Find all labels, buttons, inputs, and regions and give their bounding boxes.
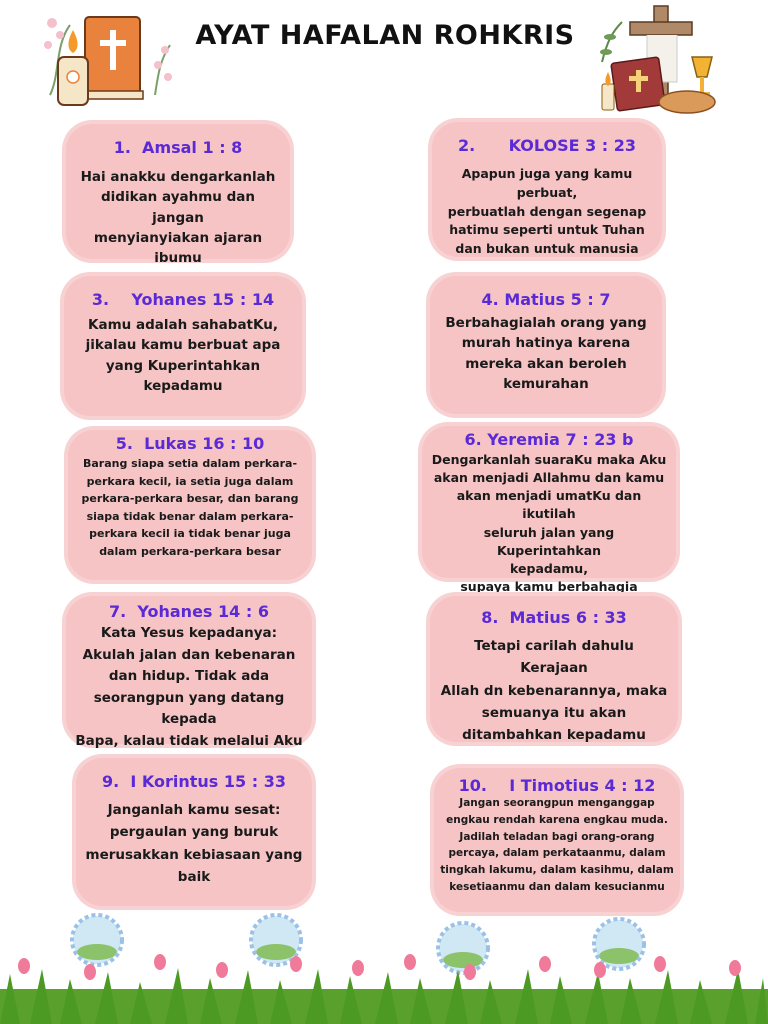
verse-ref: 10. I Timotius 4 : 12 <box>458 776 656 795</box>
verse-ref: 9. I Korintus 15 : 33 <box>102 772 286 791</box>
verse-card-5 <box>68 430 312 580</box>
verse-card-3 <box>64 276 302 416</box>
verse-text: Janganlah kamu sesat: pergaulan yang buruk merusakkan kebiasaan yang baik <box>85 802 303 885</box>
verse-ref: 4. Matius 5 : 7 <box>481 290 611 309</box>
verse-card-1 <box>66 124 290 266</box>
verse-ref: 5. Lukas 16 : 10 <box>115 434 265 453</box>
bible-candle-icon <box>40 5 175 110</box>
verse-ref: 6. Yeremia 7 : 23 b <box>464 430 634 449</box>
verse-ref: 8. Matius 6 : 33 <box>481 608 627 627</box>
verse-text: Kamu adalah sahabatKu, jikalau kamu berbuat apa yang Kuperintahkan kepadamu <box>85 317 281 394</box>
verse-text: Apapun juga yang kamu perbuat, perbuatlah dengan segenap hatimu seperti untuk Tuhan dan bukan untuk manusia <box>447 166 647 256</box>
grass-tulip-icon <box>0 954 768 1024</box>
verse-card-7 <box>66 596 312 749</box>
verse-card-4 <box>430 276 662 414</box>
verse-ref: 1. Amsal 1 : 8 <box>113 138 243 157</box>
verse-card-9 <box>76 758 312 906</box>
verse-text: Tetapi carilah dahulu Kerajaan Allah dn kebenarannya, maka semuanya itu akan ditambahkan kepadamu <box>440 638 668 744</box>
verse-card-10 <box>434 768 680 912</box>
verse-text: Jangan seorangpun menganggap engkau rendah karena engkau muda. Jadilah teladan bagi orang-orang percaya, dalam perkataanmu, dalam tingkah lakumu, dalam kasihmu, dalam kesetiaanmu dan dalam kesucianmu <box>440 797 674 893</box>
verse-ref: 3. Yohanes 15 : 14 <box>91 290 275 309</box>
verse-ref: 2. KOLOSE 3 : 23 <box>457 136 637 155</box>
verse-card-2 <box>432 122 662 257</box>
verse-ref: 7. Yohanes 14 : 6 <box>109 602 269 621</box>
verse-card-8 <box>430 596 678 742</box>
verse-text: Kata Yesus kepadanya: Akulah jalan dan kebenaran dan hidup. Tidak ada seorangpun yang datang kepada Bapa, kalau tidak melalui Aku <box>75 625 303 749</box>
verse-text: Hai anakku dengarkanlah didikan ayahmu dan jangan menyianyiakan ajaran ibumu <box>80 169 276 266</box>
cross-bible-bread-icon <box>592 2 742 122</box>
verse-card-6 <box>422 426 676 594</box>
verse-text: Barang siapa setia dalam perkara- perkara kecil, ia setia juga dalam perkara-perkara besar, dan barang siapa tidak benar dalam perkara- perkara kecil ia tidak benar juga dalam perkara-perkara besar <box>81 457 299 558</box>
verse-text: Dengarkanlah suaraKu maka Aku akan menjadi Allahmu dan kamu akan menjadi umatKu dan ikutilah seluruh jalan yang Kuperintahkan kepadamu, supaya kamu berbahagia <box>431 452 667 594</box>
verse-text: Berbahagialah orang yang murah hatinya karena mereka akan beroleh kemurahan <box>445 315 647 392</box>
page-title: AYAT HAFALAN ROHKRIS <box>195 20 575 51</box>
